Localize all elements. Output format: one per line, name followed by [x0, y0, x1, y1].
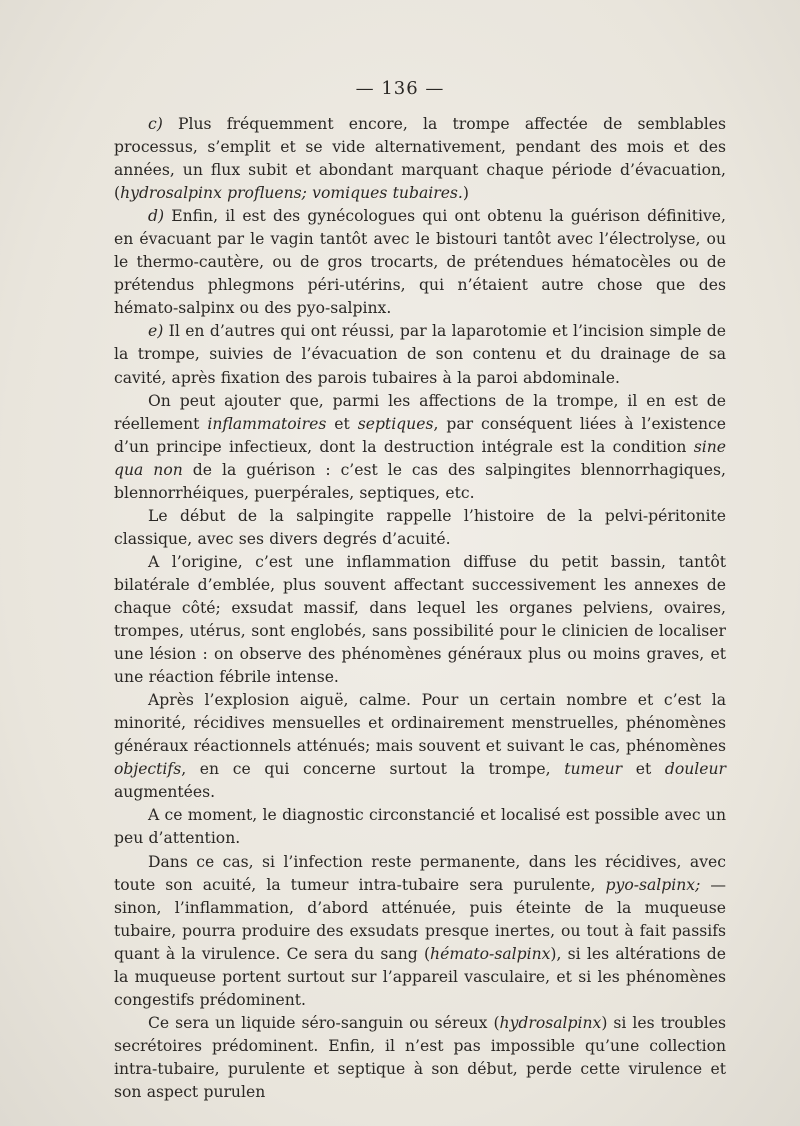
- text-run: Après l’explosion aiguë, calme. Pour un certain nombre et c’est la minorité, récidives mensuelles et ordinairement menstruelles, phénomènes généraux réactionnels atténués; mais souvent et suivant le cas, phénomènes: [114, 691, 726, 756]
- italic-run: hydrosalpinx: [499, 1013, 602, 1032]
- text-run: , en ce qui concerne surtout la trompe,: [181, 760, 565, 779]
- paragraph-d: [114, 205, 726, 320]
- italic-run: objectifs: [114, 760, 182, 779]
- paragraph-origin: [114, 551, 726, 689]
- paragraph-salpingitis-onset: [114, 505, 726, 551]
- paragraph-sero-sanguine: [114, 1012, 726, 1104]
- text-run: ): [462, 184, 469, 203]
- italic-run: tumeur: [564, 760, 623, 779]
- text-run: augmentées.: [114, 783, 216, 802]
- paragraph-inflammatory-affections: [114, 390, 726, 505]
- italic-run: hémato-salpinx: [430, 944, 551, 963]
- text-run: ) si les troubles secrétoires prédominent. Enfin, il n’est pas impossible qu’une collection intra-tubaire, purulente et septique à son début, perde cette virulence et son aspect purulen: [114, 1013, 726, 1101]
- italic-run: septiques: [357, 414, 434, 433]
- text-run: de la guérison : c’est le cas des salpingites blennorrhagiques, blennorrhéiques, puerpérales, septiques, etc.: [114, 460, 726, 502]
- text-run: et: [326, 414, 358, 433]
- italic-run: douleur: [664, 760, 727, 779]
- paragraph-diagnosis: [114, 804, 726, 850]
- text-run: Plus fréquemment encore, la trompe affectée de semblables processus, s’emplit et se vide alternativement, pendant des mois et des années, un flux subit et abondant marquant chaque période d’évacuation, (: [114, 115, 726, 203]
- italic-run: d): [148, 207, 165, 226]
- text-run: Il en d’autres qui ont réussi, par la laparotomie et l’incision simple de la trompe, suivies de l’évacuation de son contenu et du drainage de sa cavité, après fixation des parois tubaires à la paroi abdominale.: [114, 322, 726, 387]
- paragraph-after-explosion: [114, 689, 726, 804]
- italic-run: e): [148, 322, 164, 341]
- text-run: Ce sera un liquide séro-sanguin ou séreux (: [148, 1013, 500, 1032]
- paragraph-permanent-infection: [114, 851, 726, 1012]
- text-run: Dans ce cas, si l’infection reste permanente, dans les récidives, avec toute son acuité, la tumeur intra-tubaire sera purulente,: [114, 852, 726, 894]
- text-run: — sinon, l’inflammation, d’abord atténuée, puis éteinte de la muqueuse tubaire, pourra produire des exsudats presque inertes, ou tout à fait passifs quant à la virulence. Ce sera du sang (: [114, 875, 726, 963]
- italic-run: pyo-salpinx;: [605, 875, 701, 894]
- text-run: ), si les altérations de la muqueuse portent surtout sur l’appareil vasculaire, et si les phénomènes congestifs prédominent.: [114, 944, 726, 1009]
- text-run: et: [622, 760, 665, 779]
- paragraph-e: [114, 320, 726, 389]
- italic-run: sine qua non: [114, 437, 726, 479]
- text-run: A l’origine, c’est une inflammation diffuse du petit bassin, tantôt bilatérale d’emblée, plus souvent affectant successivement les annexes de chaque côté; exsudat massif, dans lequel les organes pelviens, ovaires, trompes, utérus, sont englobés, sans possibilité pour le clinicien de localiser une lésion : on observe des phénomènes généraux plus ou moins graves, et une réaction fébrile intense.: [114, 552, 726, 687]
- text-run: On peut ajouter que, parmi les affections de la trompe, il en est de réellement: [114, 391, 726, 433]
- text-run: A ce moment, le diagnostic circonstancié et localisé est possible avec un peu d’attention.: [114, 806, 726, 848]
- page-number: — 136 —: [355, 78, 445, 99]
- italic-run: c): [148, 115, 163, 133]
- paragraph-c: [114, 113, 726, 205]
- italic-run: hydrosalpinx profluens; vomiques tubaires.: [120, 184, 463, 203]
- text-run: Enfin, il est des gynécologues qui ont obtenu la guérison définitive, en évacuant par le vagin tantôt avec le bistouri tantôt avec l’électrolyse, ou le thermo-cautère, ou de gros trocarts, de prétendues hématocèles ou de prétendus phlegmons péri-utérins, qui n’étaient autre chose que des hémato-salpinx ou des pyo-salpinx.: [114, 207, 726, 318]
- body-text: [114, 113, 726, 1104]
- text-run: Le début de la salpingite rappelle l’histoire de la pelvi-péritonite classique, avec ses divers degrés d’acuité.: [114, 506, 726, 548]
- italic-run: inflammatoires: [207, 414, 327, 433]
- text-run: , par conséquent liées à l’existence d’un principe infectieux, dont la destruction intégrale est la condition: [114, 414, 726, 456]
